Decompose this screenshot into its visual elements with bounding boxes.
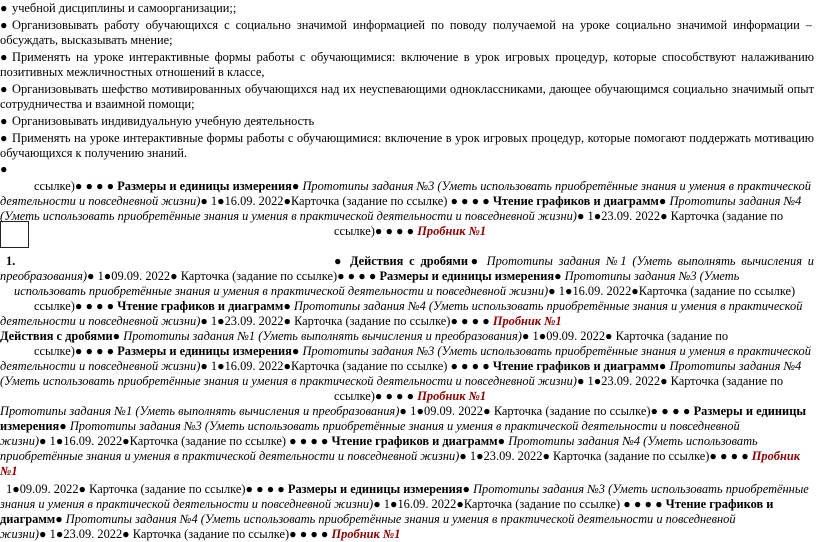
trial-link[interactable]: Пробник №1 xyxy=(492,314,562,328)
list-item-continued: сотрудничества и взаимной помощи; xyxy=(0,97,195,111)
list-item-continued: обучающихся к получению знаний. xyxy=(0,146,188,160)
toc-line: жизни)● 1●23.09. 2022● Карточка (задание по ссылке)● ● ● ● Пробник №1 xyxy=(0,527,401,541)
list-item-continued: обсуждать, высказывать мнение; xyxy=(0,33,173,47)
list-item: ● Организовывать работу обучающихся с социально значимой информацией по поводу получаемой на уроке социально значимой информации – xyxy=(0,18,812,32)
list-item: ● Применять на уроке интерактивные формы работы с обучающимися: включение в урок игровых процедур, которые способствуют налаживанию xyxy=(0,50,814,64)
toc-line: преобразования)● 1●09.09. 2022● Карточка (задание по ссылке)● ● ● ● Размеры и единицы измерения● Прототипы задания №3 (Уметь xyxy=(0,269,740,283)
bullet-icon: ● xyxy=(0,162,8,176)
list-item: ● Применять на уроке интерактивные формы работы с обучающимися: включение в урок игровых процедур, которые помогают поддержать мотивацию xyxy=(0,131,814,145)
bullet-icon: ● xyxy=(0,114,8,128)
toc-line: ссылке)● ● ● ● Пробник №1 xyxy=(334,389,487,403)
list-item: ● учебной дисциплины и самоорганизации;; xyxy=(0,1,237,15)
trial-link[interactable]: №1 xyxy=(0,464,18,478)
toc-line: ссылке)● ● ● ● Пробник №1 xyxy=(334,224,487,238)
list-item: ● Организовывать индивидуальную учебную деятельность xyxy=(0,114,315,128)
bullet-icon: ● xyxy=(0,82,8,96)
toc-line: 1●09.09. 2022● Карточка (задание по ссылке)● ● ● ● Размеры и единицы измерения● Прототипы задания №3 (Уметь использовать приобретённые xyxy=(6,482,809,496)
trial-link[interactable]: Пробник №1 xyxy=(417,389,487,403)
toc-line: (Уметь использовать приобретённые знания и умения в практической деятельности и повседневной жизни)● 1●23.09. 2022● Карточка (задание по xyxy=(0,374,784,388)
trial-link[interactable]: Пробник №1 xyxy=(417,224,487,238)
bullet-icon: ● xyxy=(0,1,8,15)
toc-line: Прототипы задания №1 (Уметь выполнять вычисления и преобразования)● 1●09.09. 2022● Карточка (задание по ссылке)● ● ● ● Размеры и единицы xyxy=(0,404,807,418)
toc-line: измерения● Прототипы задания №3 (Уметь использовать приобретённые знания и умения в практической деятельности и повседневной xyxy=(0,419,740,433)
bullet-icon: ● xyxy=(0,131,8,145)
list-item-continued: позитивных межличностных отношений в классе, xyxy=(0,65,265,79)
toc-line: диаграмм● Прототипы задания №4 (Уметь использовать приобретённые знания и умения в практической деятельности и повседневной xyxy=(0,512,736,526)
bullet-icon: ● xyxy=(0,18,8,32)
toc-line: деятельности и повседневной жизни)● 1●16.09. 2022●Карточка (задание по ссылке) ● ● ● ● Чтение графиков и диаграмм● Прототипы задания №4 xyxy=(0,194,802,208)
toc-line: ссылке)● ● ● ● Чтение графиков и диаграмм● Прототипы задания №4 (Уметь использовать приобретённые знания и умения в практической xyxy=(34,299,803,313)
toc-line: приобретённые знания и умения в практической деятельности и повседневной жизни)● 1●23.09. 2022● Карточка (задание по ссылке)● ● ● ● Пробник xyxy=(0,449,801,463)
list-item: ● Организовывать шефство мотивированных обучающихся над их неуспевающими одноклассниками, дающее обучающимся социально значимый опыт xyxy=(0,82,814,96)
toc-line: использовать приобретённые знания и умения в практической деятельности и повседневной жизни)● 1●16.09. 2022●Карточка (задание по ссылке) xyxy=(14,284,796,298)
toc-line: Действия с дробями● Прототипы задания №1 (Уметь выполнять вычисления и преобразования)● 1●09.09. 2022● Карточка (задание по xyxy=(0,329,729,343)
toc-line: ссылке)● ● ● ● Размеры и единицы измерения● Прототипы задания №3 (Уметь использовать приобретённые знания и умения в практической xyxy=(34,344,811,358)
empty-box xyxy=(0,221,29,248)
toc-line: жизни)● 1●16.09. 2022●Карточка (задание по ссылке) ● ● ● ● Чтение графиков и диаграмм● Прототипы задания №4 (Уметь использовать xyxy=(0,434,758,448)
toc-line: знания и умения в практической деятельности и повседневной жизни)● 1●16.09. 2022●Карточка (задание по ссылке) ● ● ● ● Чтение графиков и xyxy=(0,497,774,511)
trial-link[interactable]: Пробник №1 xyxy=(331,527,401,541)
toc-line: деятельности и повседневной жизни)● 1●23.09. 2022● Карточка (задание по ссылке)● ● ● ● Пробник №1 xyxy=(0,314,562,328)
toc-line: деятельности и повседневной жизни)● 1●16.09. 2022●Карточка (задание по ссылке) ● ● ● ● Чтение графиков и диаграмм● Прототипы задания №4 xyxy=(0,359,802,373)
toc-number: 1. xyxy=(6,254,16,268)
toc-line: (Уметь использовать приобретённые знания и умения в практической деятельности и повседневной жизни)● 1●23.09. 2022● Карточка (задание по xyxy=(0,209,784,223)
toc-line: ссылке)● ● ● ● Размеры и единицы измерения● Прототипы задания №3 (Уметь использовать приобретённые знания и умения в практической xyxy=(34,179,811,193)
toc-line: ● Действия с дробями● Прототипы задания №1 (Уметь выполнять вычисления и xyxy=(334,254,814,268)
bullet-icon: ● xyxy=(0,50,8,64)
